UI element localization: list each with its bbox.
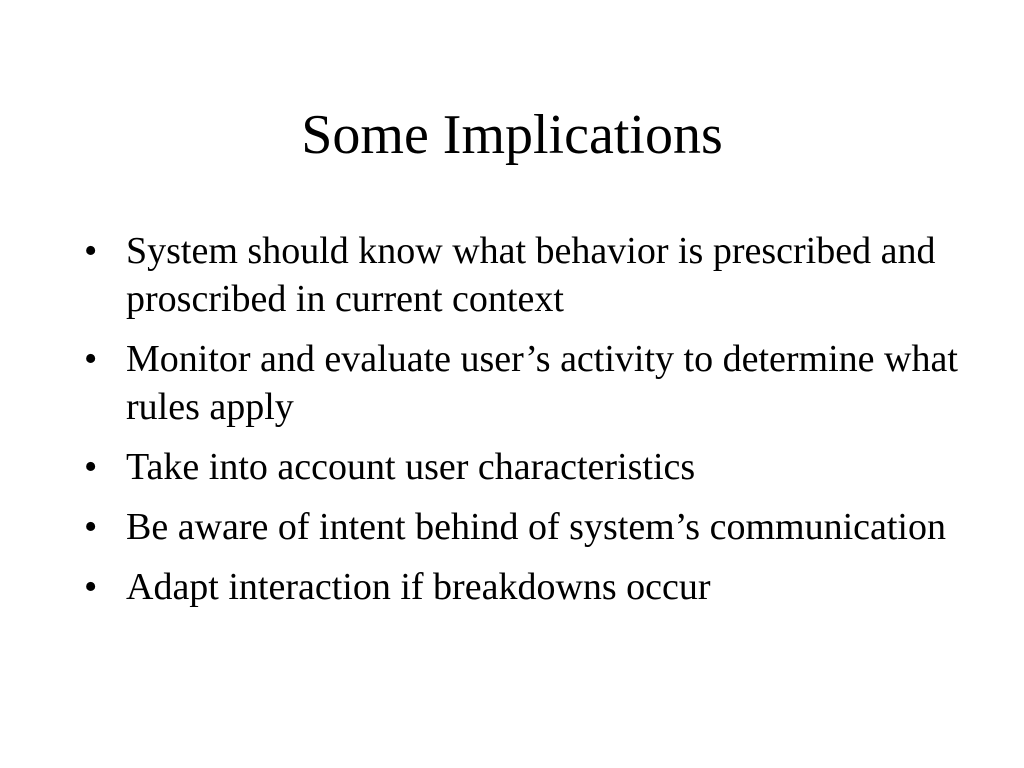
bullet-dot-icon: • [84, 446, 98, 488]
bullet-item [84, 443, 964, 491]
bullet-text: Monitor and evaluate user’s activity to determine what rules apply [126, 338, 958, 428]
slide-title: Some Implications [301, 104, 723, 166]
bullet-item [84, 227, 964, 323]
bullet-dot-icon: • [84, 566, 98, 608]
bullet-dot-icon: • [84, 506, 98, 548]
bullet-item [84, 563, 964, 611]
bullet-dot-icon: • [84, 338, 98, 380]
bullet-list [84, 227, 964, 623]
bullet-text: System should know what behavior is prescribed and proscribed in current context [126, 230, 936, 320]
bullet-dot-icon: • [84, 230, 98, 272]
bullet-item [84, 503, 964, 551]
bullet-item [84, 335, 964, 431]
bullet-text: Take into account user characteristics [126, 446, 696, 488]
bullet-text: Adapt interaction if breakdowns occur [126, 566, 711, 608]
bullet-text: Be aware of intent behind of system’s communication [126, 506, 946, 548]
